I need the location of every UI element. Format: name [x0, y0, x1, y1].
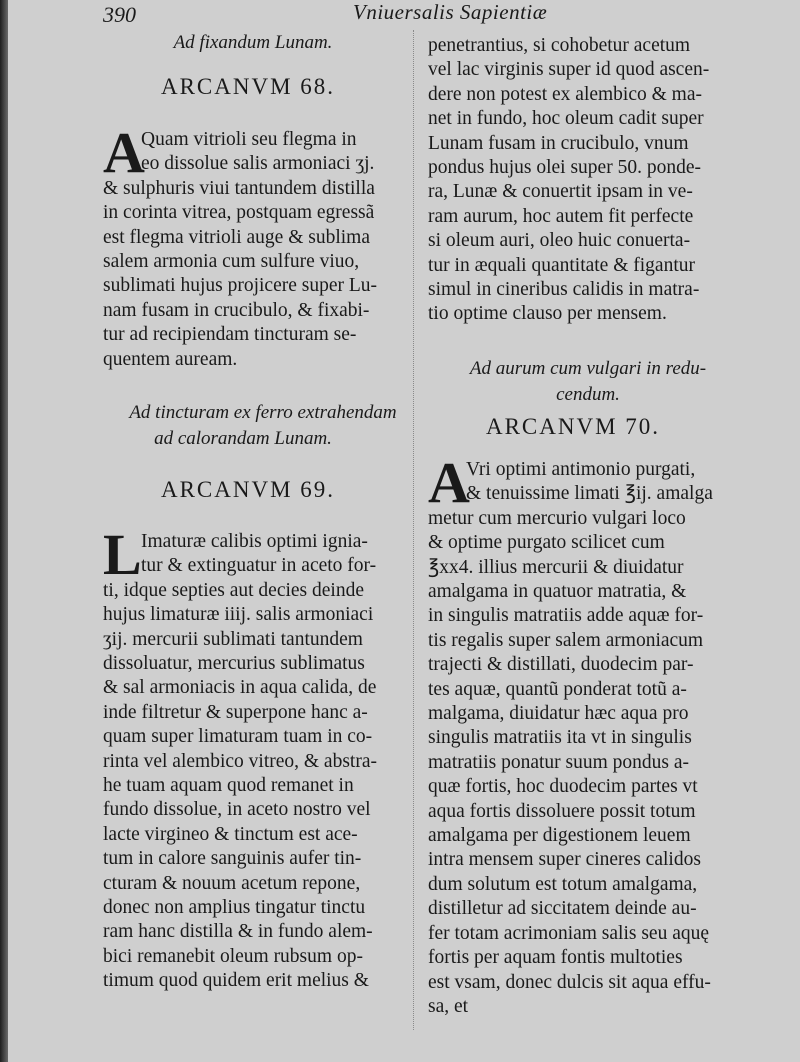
section-heading-fix-moon: Ad fixandum Lunam. [173, 32, 333, 53]
arcanum-70-text: metur cum mercurio vulgari loco & optime purgato scilicet cum ℥xx4. illius mercurii & diuidatur amalgama in quatuor matratia, & in singulis matratiis adde aquæ for- tis regalis super salem armoniacum trajecti & distillati, duodecim par- tes aquæ, quantũ ponderat totũ a- malgama, diuidatur hæc aqua pro singulis matratiis ita vt in singulis matratiis ponatur suum pondus a- quæ fortis, hoc duodecim partes vt aqua fortis dissoluere possit totum amalgama per digestionem leuem intra mensem super cineres calidos dum solutum est totum amalgama, distilletur ad siccitatem deinde au- fer totam acrimoniam salis seu aquę fortis per aquam fontis multoties est vsam, donec dulcis sit aqua effu- sa, et [428, 507, 711, 1017]
book-spine-shadow [0, 0, 8, 1062]
section-heading-tincture-line2: ad calorandam Lunam. [154, 428, 332, 449]
arcanum-68-text-indented: Quam vitrioli seu flegma in eo dissolue salis armoniaci ʒj. [141, 129, 375, 175]
book-page [8, 0, 800, 1062]
arcanum-68-title: ARCANVM 68. [160, 74, 336, 99]
arcanum-69-text: ti, idque septies aut decies deinde hujus limaturæ iiij. salis armoniaci ʒij. mercurii sublimati tantundem dissoluatur, mercurius sublimatus & sal armoniacis in aqua calida, de inde filtretur & superpone hanc a- quam super limaturam tuam in co- rinta vel alembico vitreo, & abstra- he tuam aquam quod remanet in fundo dissolue, in aceto nostro vel lacte virgineo & tinctum est ace- tum in calore sanguinis aufer tin- cturam & nouum acetum repone, donec non amplius tingatur tinctu ram hanc distilla & in fundo alem- bici remanebit oleum rubsum op- timum quod quidem erit melius & [103, 579, 377, 992]
dropcap-a70: A [428, 450, 470, 515]
arcanum-69-text-indented: Imaturæ calibis optimi ignia- tur & extinguatur in aceto for- [141, 531, 377, 577]
arcanum-69-title: ARCANVM 69. [160, 477, 336, 502]
dropcap-a68: A [103, 120, 145, 185]
page-number: 390 [103, 2, 136, 27]
section-heading-tincture-line1: Ad tincturam ex ferro extrahendam [129, 402, 397, 423]
dropcap-l69: L [103, 522, 142, 587]
arcanum-70-title: ARCANVM 70. [485, 414, 661, 439]
section-heading-gold-line2: cendum. [556, 384, 620, 405]
running-title: Vniuersalis Sapientiæ [353, 0, 548, 24]
section-heading-gold-line1: Ad aurum cum vulgari in redu- [469, 358, 707, 379]
column-divider [413, 30, 415, 1030]
arcanum-68-continued-text: penetrantius, si cohobetur acetum vel lac virginis super id quod ascen- dere non potest ex alembico & ma- net in fundo, hoc oleum cadit super Lunam fusam in crucibulo, vnum pondus hujus olei super 50. ponde- ra, Lunæ & conuertit ipsam in ve- ram aurum, hoc autem fit perfecte si oleum auri, oleo huic conuerta- tur in æquali quantitate & figantur simul in cineribus calidis in matra- tio optime clauso per mensem. [428, 35, 710, 325]
arcanum-70-text-indented: Vri optimi antimonio purgati, & tenuissime limati ℥ij. amalga [466, 459, 713, 505]
arcanum-68-text: & sulphuris viui tantundem distilla in corinta vitrea, postquam egressã est flegma vitrioli auge & sublima salem armonia cum sulfure viuo, sublimati hujus projicere super Lu- nam fusam in crucibulo, & fixabi- tur ad recipiendam tincturam se- quentem auream. [103, 177, 378, 370]
